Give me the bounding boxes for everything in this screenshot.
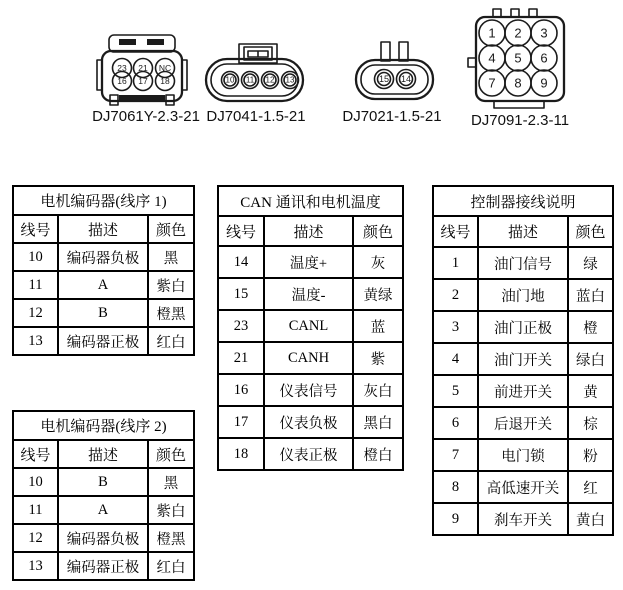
description-cell: 编码器负极 <box>58 243 148 271</box>
wire-number-cell: 16 <box>218 374 264 406</box>
color-cell: 绿 <box>568 247 613 279</box>
pin-label: NC <box>158 63 172 73</box>
connector-label-dj7041: DJ7041-1.5-21 <box>206 108 306 125</box>
description-cell: A <box>58 496 148 524</box>
color-cell: 粉 <box>568 439 613 471</box>
description-cell: B <box>58 299 148 327</box>
table-row <box>218 342 403 374</box>
description-cell: 前进开关 <box>478 375 568 407</box>
wire-number-cell: 10 <box>13 468 58 496</box>
description-cell: 温度+ <box>264 246 353 278</box>
description-cell: 仪表负极 <box>264 406 353 438</box>
table-row <box>13 524 194 552</box>
table-motor-encoder-2 <box>12 410 195 581</box>
col-header-description: 描述 <box>264 216 353 246</box>
wire-number-cell: 18 <box>218 438 264 470</box>
color-cell: 黄绿 <box>353 278 403 310</box>
description-cell: 编码器正极 <box>58 552 148 580</box>
connector-body <box>356 60 433 99</box>
table-row <box>433 407 613 439</box>
pin-label: 2 <box>514 25 522 41</box>
wire-number-cell: 2 <box>433 279 478 311</box>
pin-label: 4 <box>488 50 496 66</box>
description-cell: 编码器正极 <box>58 327 148 355</box>
color-cell: 黑 <box>148 243 194 271</box>
connector-diagram-dj7091 <box>466 8 572 110</box>
connector-top-cap <box>109 35 175 52</box>
col-header-description: 描述 <box>58 215 148 243</box>
description-cell: 高低速开关 <box>478 471 568 503</box>
pin-label: 7 <box>488 75 496 91</box>
wire-number-cell: 11 <box>13 271 58 299</box>
table-row <box>218 406 403 438</box>
wire-number-cell: 12 <box>13 299 58 327</box>
connector-label-dj7061y: DJ7061Y-2.3-21 <box>92 108 200 125</box>
wire-number-cell: 3 <box>433 311 478 343</box>
pin-label: 18 <box>160 76 170 86</box>
color-cell: 橙 <box>568 311 613 343</box>
wire-number-cell: 21 <box>218 342 264 374</box>
color-cell: 橙黑 <box>148 299 194 327</box>
color-cell: 灰 <box>353 246 403 278</box>
description-cell: A <box>58 271 148 299</box>
wire-number-cell: 23 <box>218 310 264 342</box>
table-row <box>13 552 194 580</box>
wire-number-cell: 8 <box>433 471 478 503</box>
table-motor-encoder-1 <box>12 185 195 356</box>
col-header-color: 颜色 <box>353 216 403 246</box>
wire-number-cell: 13 <box>13 327 58 355</box>
color-cell: 棕 <box>568 407 613 439</box>
color-cell: 紫 <box>353 342 403 374</box>
table-can-motor-temp <box>217 185 404 471</box>
latch-slot <box>147 39 164 45</box>
pin-label: 17 <box>138 76 148 86</box>
table-row <box>433 375 613 407</box>
wire-number-cell: 1 <box>433 247 478 279</box>
table-row <box>218 438 403 470</box>
prong <box>381 42 390 61</box>
col-header-color: 颜色 <box>568 216 613 247</box>
wire-number-cell: 9 <box>433 503 478 535</box>
description-cell: CANH <box>264 342 353 374</box>
color-cell: 紫白 <box>148 496 194 524</box>
table-title: 控制器接线说明 <box>433 186 613 216</box>
connector-diagram-dj7021 <box>346 38 442 104</box>
top-tab <box>493 9 501 17</box>
side-ear <box>97 60 102 90</box>
wire-number-cell: 5 <box>433 375 478 407</box>
color-cell: 黄 <box>568 375 613 407</box>
color-cell: 黄白 <box>568 503 613 535</box>
table-title: 电机编码器(线序 2) <box>13 411 194 440</box>
prong <box>399 42 408 61</box>
pin-label: 9 <box>540 75 548 91</box>
pin-label: 10 <box>225 75 235 85</box>
pin-label: 8 <box>514 75 522 91</box>
col-header-description: 描述 <box>58 440 148 468</box>
side-ear <box>182 60 187 90</box>
latch-slot <box>119 39 136 45</box>
col-header-wire-number: 线号 <box>218 216 264 246</box>
col-header-wire-number: 线号 <box>13 440 58 468</box>
description-cell: 编码器负极 <box>58 524 148 552</box>
pin-label: 11 <box>245 75 255 85</box>
pin-label: 3 <box>540 25 548 41</box>
side-tab <box>468 58 476 67</box>
color-cell: 紫白 <box>148 271 194 299</box>
table-row <box>13 299 194 327</box>
col-header-color: 颜色 <box>148 440 194 468</box>
wire-number-cell: 10 <box>13 243 58 271</box>
description-cell: B <box>58 468 148 496</box>
color-cell: 黑 <box>148 468 194 496</box>
color-cell: 红白 <box>148 327 194 355</box>
table-row <box>218 278 403 310</box>
color-cell: 绿白 <box>568 343 613 375</box>
wire-number-cell: 7 <box>433 439 478 471</box>
color-cell: 红白 <box>148 552 194 580</box>
pin-label: 14 <box>400 74 412 84</box>
color-cell: 橙黑 <box>148 524 194 552</box>
wire-number-cell: 13 <box>13 552 58 580</box>
pin-label: 5 <box>514 50 522 66</box>
connector-label-dj7021: DJ7021-1.5-21 <box>342 108 442 125</box>
color-cell: 黑白 <box>353 406 403 438</box>
pin-label: 12 <box>265 75 275 85</box>
table-row <box>433 343 613 375</box>
table-row <box>218 310 403 342</box>
color-cell: 橙白 <box>353 438 403 470</box>
table-row <box>433 439 613 471</box>
description-cell: CANL <box>264 310 353 342</box>
description-cell: 油门信号 <box>478 247 568 279</box>
description-cell: 电门锁 <box>478 439 568 471</box>
col-header-color: 颜色 <box>148 215 194 243</box>
wire-number-cell: 11 <box>13 496 58 524</box>
col-header-wire-number: 线号 <box>13 215 58 243</box>
pin-label: 13 <box>285 75 295 85</box>
table-row <box>218 246 403 278</box>
table-row <box>433 311 613 343</box>
table-row <box>218 374 403 406</box>
table-title: CAN 通讯和电机温度 <box>218 186 403 216</box>
pin-label: 23 <box>117 63 127 73</box>
pin-label: 6 <box>540 50 548 66</box>
description-cell: 仪表信号 <box>264 374 353 406</box>
color-cell: 蓝白 <box>568 279 613 311</box>
connector-diagram-dj7041 <box>193 42 315 104</box>
description-cell: 温度- <box>264 278 353 310</box>
description-cell: 后退开关 <box>478 407 568 439</box>
wire-number-cell: 17 <box>218 406 264 438</box>
connector-diagram-dj7061y <box>86 30 198 110</box>
bottom-bar <box>119 95 165 100</box>
pin-label: 16 <box>117 76 127 86</box>
table-row <box>433 471 613 503</box>
table-row <box>13 496 194 524</box>
description-cell: 油门地 <box>478 279 568 311</box>
pin-label: 1 <box>488 25 496 41</box>
wire-number-cell: 12 <box>13 524 58 552</box>
color-cell: 灰白 <box>353 374 403 406</box>
table-row <box>433 503 613 535</box>
wire-number-cell: 15 <box>218 278 264 310</box>
description-cell: 油门正极 <box>478 311 568 343</box>
pin-label: 15 <box>378 74 390 84</box>
wire-number-cell: 14 <box>218 246 264 278</box>
description-cell: 刹车开关 <box>478 503 568 535</box>
table-row <box>433 279 613 311</box>
table-row <box>433 247 613 279</box>
table-row <box>13 468 194 496</box>
description-cell: 仪表正极 <box>264 438 353 470</box>
top-tab <box>529 9 537 17</box>
top-tab <box>511 9 519 17</box>
wire-number-cell: 6 <box>433 407 478 439</box>
col-header-description: 描述 <box>478 216 568 247</box>
col-header-wire-number: 线号 <box>433 216 478 247</box>
description-cell: 油门开关 <box>478 343 568 375</box>
connector-body-inner <box>361 65 428 94</box>
table-controller-wiring <box>432 185 614 536</box>
table-row <box>13 327 194 355</box>
color-cell: 红 <box>568 471 613 503</box>
connector-label-dj7091: DJ7091-2.3-11 <box>470 112 570 129</box>
color-cell: 蓝 <box>353 310 403 342</box>
table-title: 电机编码器(线序 1) <box>13 186 194 215</box>
table-row <box>13 271 194 299</box>
table-row <box>13 243 194 271</box>
wire-number-cell: 4 <box>433 343 478 375</box>
pin-label: 21 <box>138 63 148 73</box>
